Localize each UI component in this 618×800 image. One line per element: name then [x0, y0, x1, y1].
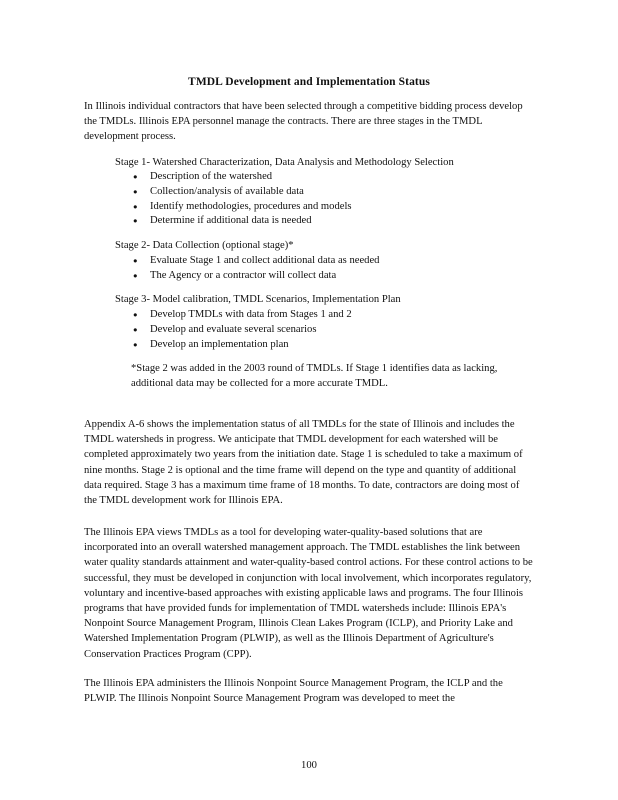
- list-item: ● Identify methodologies, procedures and models: [131, 200, 531, 215]
- list-item: ● Description of the watershed: [131, 170, 531, 185]
- stage-1-list: [131, 170, 531, 229]
- stage-2-list: [131, 254, 531, 284]
- stage-3-heading: Stage 3- Model calibration, TMDL Scenarios, Implementation Plan: [115, 294, 401, 305]
- list-item: ● Collection/analysis of available data: [131, 185, 531, 200]
- stage-footnote: *Stage 2 was added in the 2003 round of TMDLs. If Stage 1 identifies data as lacking, additional data may be collected for a more accurate TMDL.: [131, 363, 498, 390]
- stage-2-heading: Stage 2- Data Collection (optional stage)*: [115, 240, 294, 251]
- nonpoint-program-paragraph: The Illinois EPA administers the Illinois Nonpoint Source Management Program, the ICLP and the PLWIP. The Illinois Nonpoint Source Management Program was developed to meet the: [84, 678, 503, 705]
- appendix-paragraph: Appendix A-6 shows the implementation status of all TMDLs for the state of Illinois and includes the TMDL watersheds in progress. We anticipate that TMDL development for each watershed will be completed approximately two years from the initiation date. Stage 1 is scheduled to take a maximum of nine months. Stage 2 is optional and the time frame will depend on the type and quantity of additional data required. Stage 3 has a maximum time frame of 18 months. To date, contractors are doing most of the TMDL development work for Illinois EPA.: [84, 419, 523, 507]
- list-item: ● Evaluate Stage 1 and collect additional data as needed: [131, 254, 531, 269]
- page-title: TMDL Development and Implementation Status: [188, 76, 430, 88]
- list-item: ● Develop an implementation plan: [131, 338, 531, 353]
- stage-3-list: [131, 308, 531, 352]
- list-item: ● The Agency or a contractor will collect data: [131, 269, 531, 284]
- page-number: 100: [301, 760, 317, 771]
- watershed-approach-paragraph: The Illinois EPA views TMDLs as a tool for developing water-quality-based solutions that are incorporated into an overall watershed management approach. The TMDL establishes the link between water quality standards attainment and water-quality-based control actions. For these control actions to be successful, they must be developed in conjunction with local involvement, which incorporates regulatory, voluntary and incentive-based approaches with existing applicable laws and programs. The four Illinois programs that have provided funds for implementation of TMDL watersheds include: Illinois EPA's Nonpoint Source Management Program, Illinois Clean Lakes Program (ICLP), and Priority Lake and Watershed Implementation Program (PLWIP), as well as the Illinois Department of Agriculture's Conservation Practices Program (CPP).: [84, 527, 533, 660]
- list-item: ● Develop and evaluate several scenarios: [131, 323, 531, 338]
- list-item: ● Determine if additional data is needed: [131, 214, 531, 229]
- intro-paragraph: In Illinois individual contractors that have been selected through a competitive bidding process develop the TMDLs. Illinois EPA personnel manage the contracts. There are three stages in the TMDL development process.: [84, 101, 523, 143]
- list-item: ● Develop TMDLs with data from Stages 1 and 2: [131, 308, 531, 323]
- stage-1-heading: Stage 1- Watershed Characterization, Data Analysis and Methodology Selection: [115, 157, 454, 168]
